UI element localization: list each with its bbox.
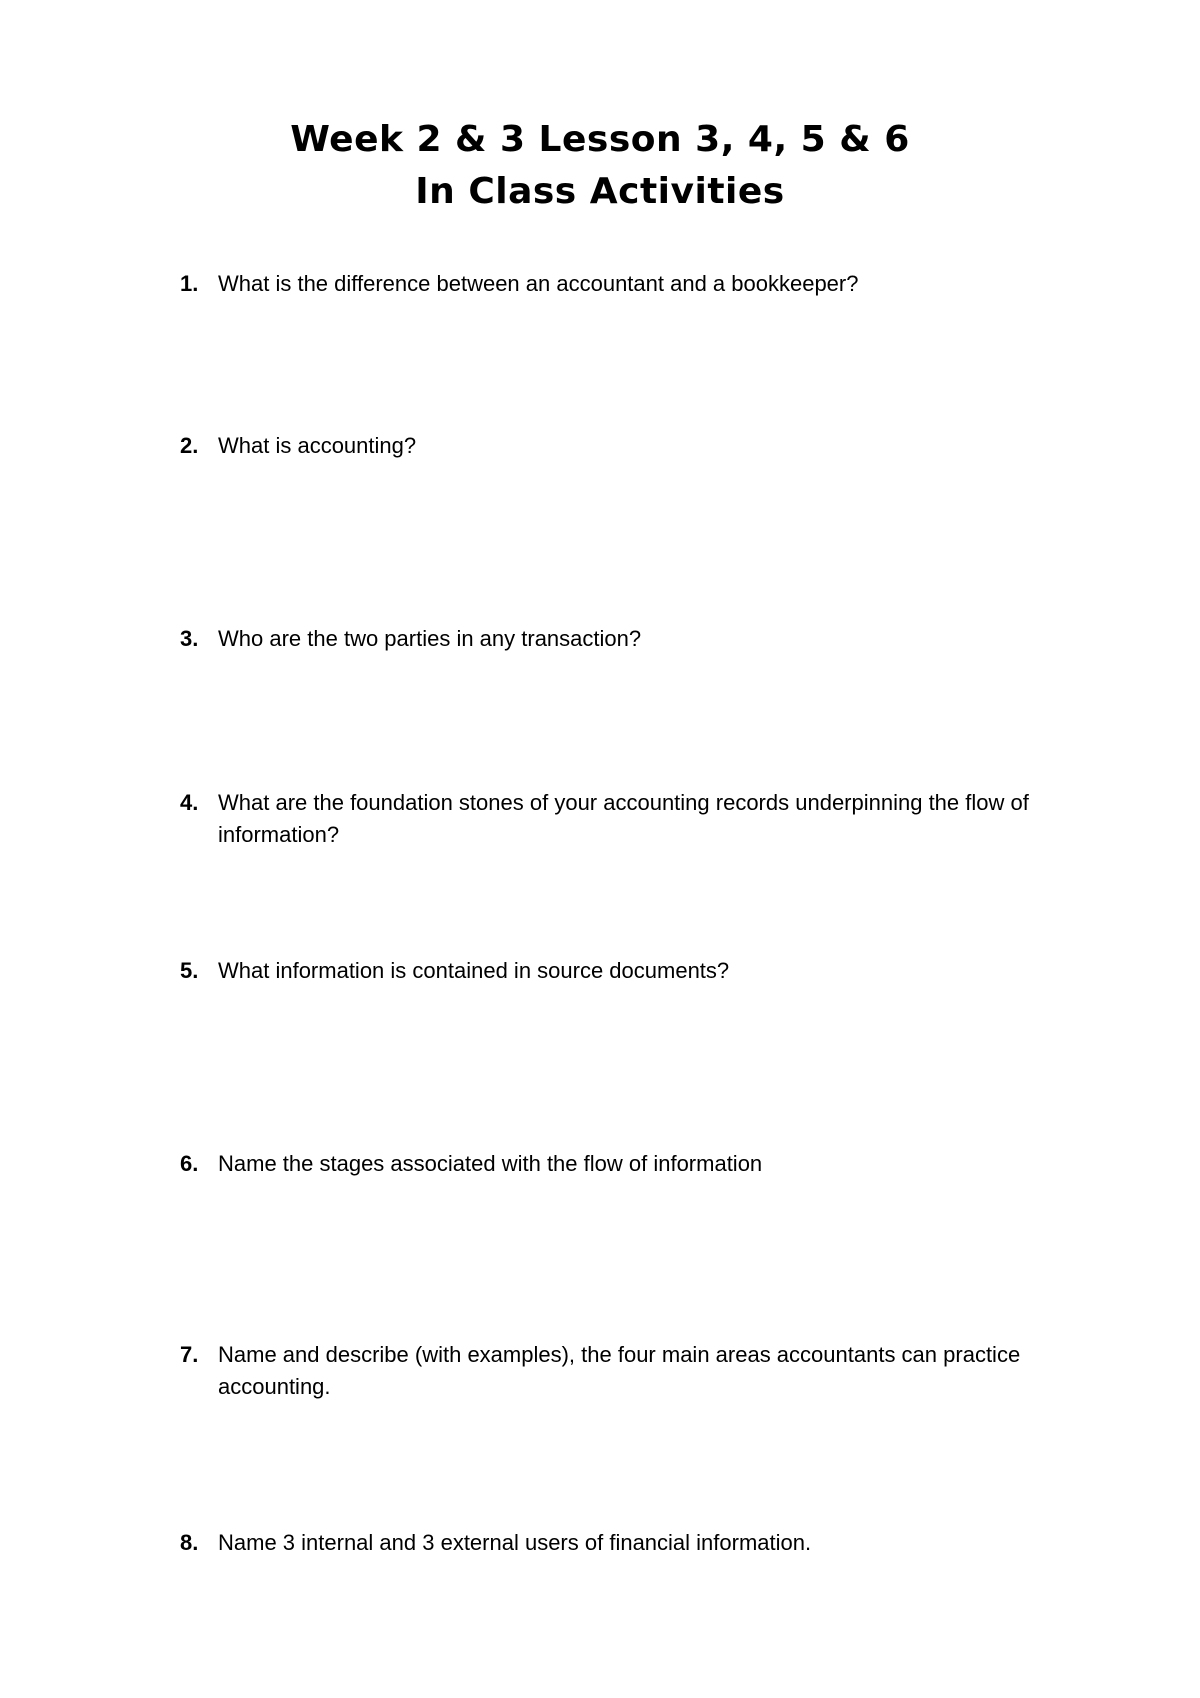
question-number: 6. (180, 1151, 199, 1176)
question-text: Name 3 internal and 3 external users of financial information. (218, 1530, 812, 1555)
question-text: Name and describe (with examples), the four main areas accountants can practice accounting. (218, 1342, 1021, 1399)
question-number: 3. (180, 626, 199, 651)
question-number: 2. (180, 433, 199, 458)
question-number: 5. (180, 958, 199, 983)
question-number: 8. (180, 1530, 199, 1555)
question-text: What is the difference between an accountant and a bookkeeper? (218, 271, 859, 296)
question-text: Who are the two parties in any transaction? (218, 626, 642, 651)
question-number: 7. (180, 1342, 199, 1367)
question-number: 4. (180, 790, 199, 815)
question-text: Name the stages associated with the flow of information (218, 1151, 763, 1176)
question-text: What are the foundation stones of your accounting records underpinning the flow of information? (218, 790, 1029, 847)
document-title-line-1: Week 2 & 3 Lesson 3, 4, 5 & 6 (290, 119, 910, 160)
question-number: 1. (180, 271, 199, 296)
question-text: What is accounting? (218, 433, 417, 458)
document-title-line-2: In Class Activities (415, 171, 785, 212)
question-text: What information is contained in source documents? (218, 958, 730, 983)
